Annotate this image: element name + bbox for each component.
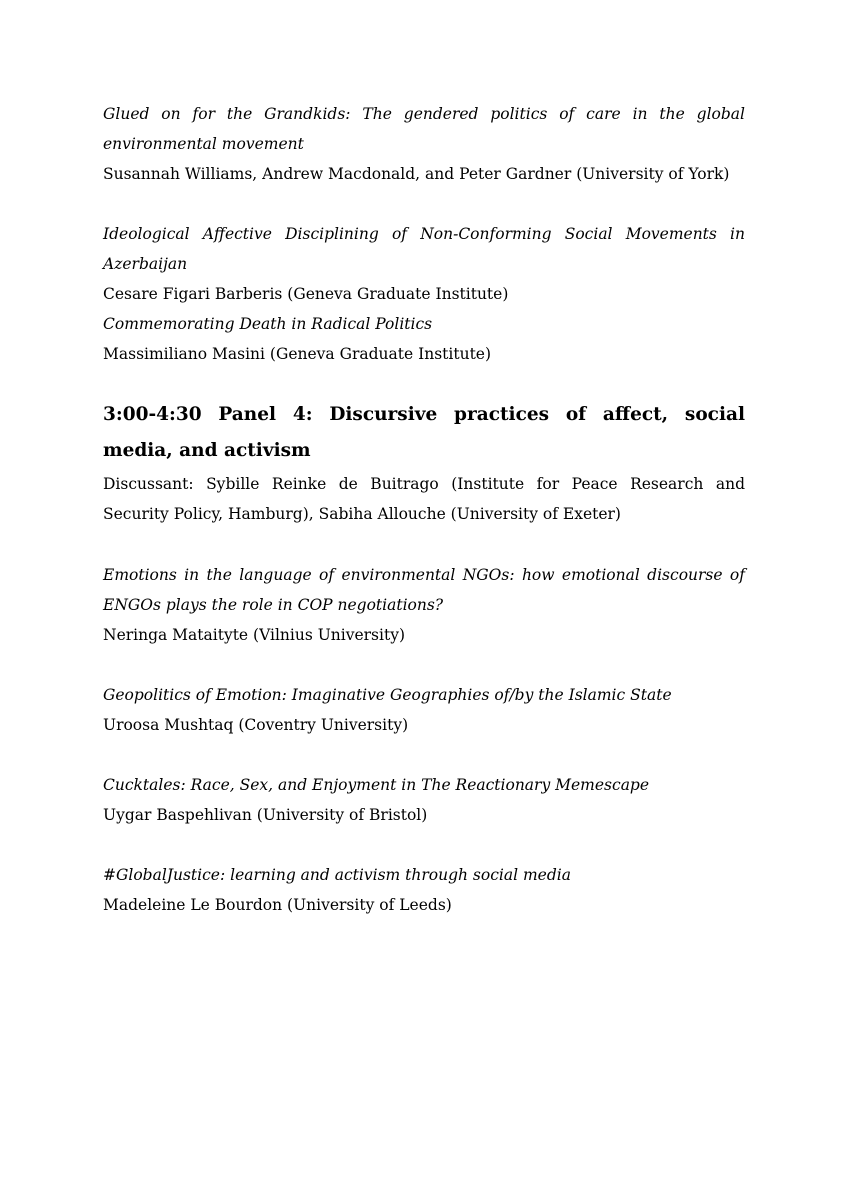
paper-authors: Neringa Mataityte (Vilnius University) — [103, 626, 406, 644]
paper-title: Geopolitics of Emotion: Imaginative Geographies of/by the Islamic State — [103, 686, 672, 704]
paper-entry — [103, 770, 745, 830]
paper-authors: Cesare Figari Barberis (Geneva Graduate Institute) — [103, 285, 509, 303]
paper-entry — [103, 560, 745, 650]
paper-entry — [103, 219, 745, 309]
paper-title: Glued on for the Grandkids: The gendered politics of care in the global environmental movement — [103, 105, 745, 153]
paper-authors: Uroosa Mushtaq (Coventry University) — [103, 716, 409, 734]
paper-authors: Uygar Baspehlivan (University of Bristol) — [103, 806, 428, 824]
paper-entry — [103, 860, 745, 920]
paper-entry — [103, 309, 745, 369]
paper-title: #GlobalJustice: learning and activism through social media — [103, 866, 571, 884]
paper-title: Ideological Affective Disciplining of Non-Conforming Social Movements in Azerbaijan — [103, 225, 745, 273]
paper-title: Cucktales: Race, Sex, and Enjoyment in The Reactionary Memescape — [103, 776, 650, 794]
paper-entry — [103, 680, 745, 740]
paper-authors: Susannah Williams, Andrew Macdonald, and Peter Gardner (University of York) — [103, 165, 730, 183]
panel-section — [103, 397, 745, 529]
panel-heading: 3:00-4:30 Panel 4: Discursive practices of affect, social media, and activism — [103, 404, 745, 461]
paper-authors: Massimiliano Masini (Geneva Graduate Institute) — [103, 345, 492, 363]
paper-title: Emotions in the language of environmental NGOs: how emotional discourse of ENGOs plays the role in COP negotiations? — [103, 566, 745, 614]
panel-discussant: Discussant: Sybille Reinke de Buitrago (Institute for Peace Research and Security Policy, Hamburg), Sabiha Allouche (University of Exeter) — [103, 475, 745, 523]
paper-title: Commemorating Death in Radical Politics — [103, 315, 433, 333]
paper-authors: Madeleine Le Bourdon (University of Leeds) — [103, 896, 452, 914]
paper-entry — [103, 99, 745, 189]
